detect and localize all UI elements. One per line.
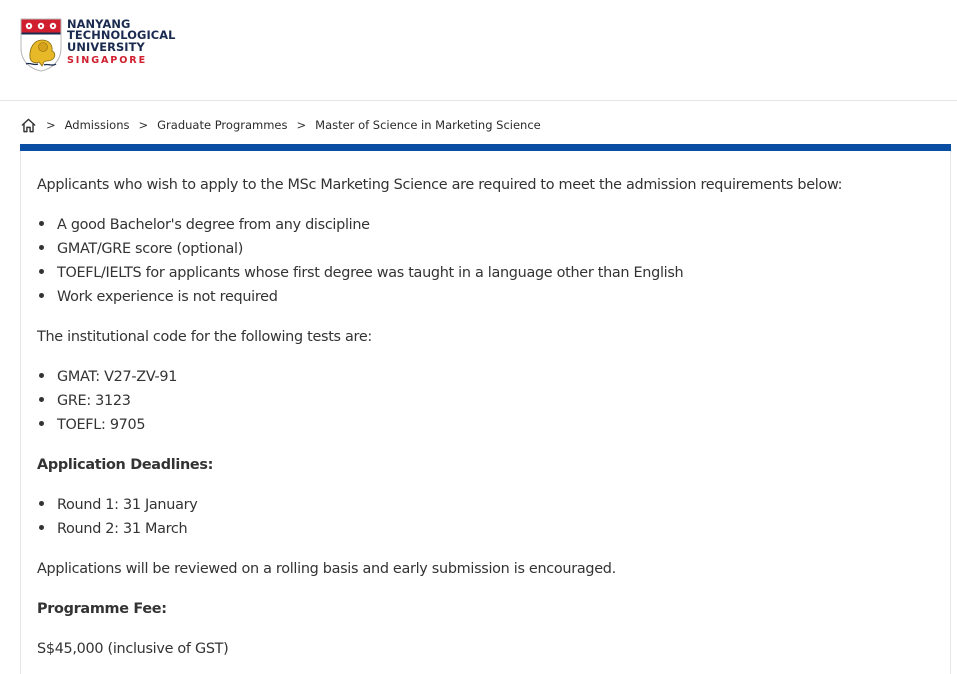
logo-wordmark	[67, 19, 176, 66]
breadcrumb-admissions[interactable]: Admissions	[64, 118, 130, 132]
bullet-icon	[39, 269, 44, 274]
breadcrumb-graduate-programmes[interactable]: Graduate Programmes	[157, 118, 288, 132]
deadline-text: Round 2: 31 March	[57, 521, 188, 537]
header-divider	[0, 100, 957, 101]
test-code-text: TOEFL: 9705	[57, 417, 146, 433]
requirement-text: Work experience is not required	[57, 289, 278, 305]
bullet-icon	[39, 397, 44, 402]
deadlines-heading: Application Deadlines:	[37, 457, 214, 473]
breadcrumb-separator: >	[138, 118, 149, 132]
ntu-logo[interactable]	[20, 17, 176, 74]
requirement-text: A good Bachelor's degree from any discipline	[57, 217, 370, 233]
list-item	[37, 520, 187, 538]
bullet-icon	[39, 293, 44, 298]
bullet-icon	[39, 245, 44, 250]
breadcrumb-separator: >	[296, 118, 307, 132]
logo-subtitle: SINGAPORE	[67, 55, 148, 67]
list-item	[37, 240, 243, 258]
intro-text: Applicants who wish to apply to the MSc Marketing Science are required to meet the admission requirements below:	[37, 177, 843, 193]
list-item	[37, 496, 197, 514]
rolling-basis-note: Applications will be reviewed on a rolling basis and early submission is encouraged.	[37, 561, 616, 577]
bullet-icon	[39, 501, 44, 506]
logo-line-2: TECHNOLOGICAL	[67, 28, 176, 43]
accent-bar	[20, 144, 951, 151]
logo-line-1: NANYANG	[67, 17, 131, 31]
bullet-icon	[39, 221, 44, 226]
breadcrumb-separator: >	[46, 118, 56, 132]
list-item	[37, 392, 131, 410]
deadline-text: Round 1: 31 January	[57, 497, 198, 513]
requirement-text: TOEFL/IELTS for applicants whose first degree was taught in a language other than English	[57, 265, 684, 281]
ntu-crest-icon	[20, 18, 62, 72]
fee-value: S$45,000 (inclusive of GST)	[37, 641, 229, 657]
site-header	[0, 0, 957, 100]
logo-line-3: UNIVERSITY	[67, 39, 145, 54]
test-code-text: GRE: 3123	[57, 393, 131, 409]
bullet-icon	[39, 373, 44, 378]
test-code-text: GMAT: V27-ZV-91	[57, 369, 178, 385]
bullet-icon	[39, 525, 44, 530]
list-item	[37, 288, 278, 306]
breadcrumb-current-page: Master of Science in Marketing Science	[315, 118, 541, 132]
fee-heading: Programme Fee:	[37, 601, 167, 617]
bullet-icon	[39, 421, 44, 426]
list-item	[37, 216, 370, 234]
codes-intro-text: The institutional code for the following tests are:	[37, 329, 372, 345]
breadcrumb	[20, 115, 541, 135]
home-icon[interactable]	[20, 117, 37, 134]
list-item	[37, 264, 683, 282]
list-item	[37, 416, 145, 434]
list-item	[37, 368, 177, 386]
requirement-text: GMAT/GRE score (optional)	[57, 241, 244, 257]
